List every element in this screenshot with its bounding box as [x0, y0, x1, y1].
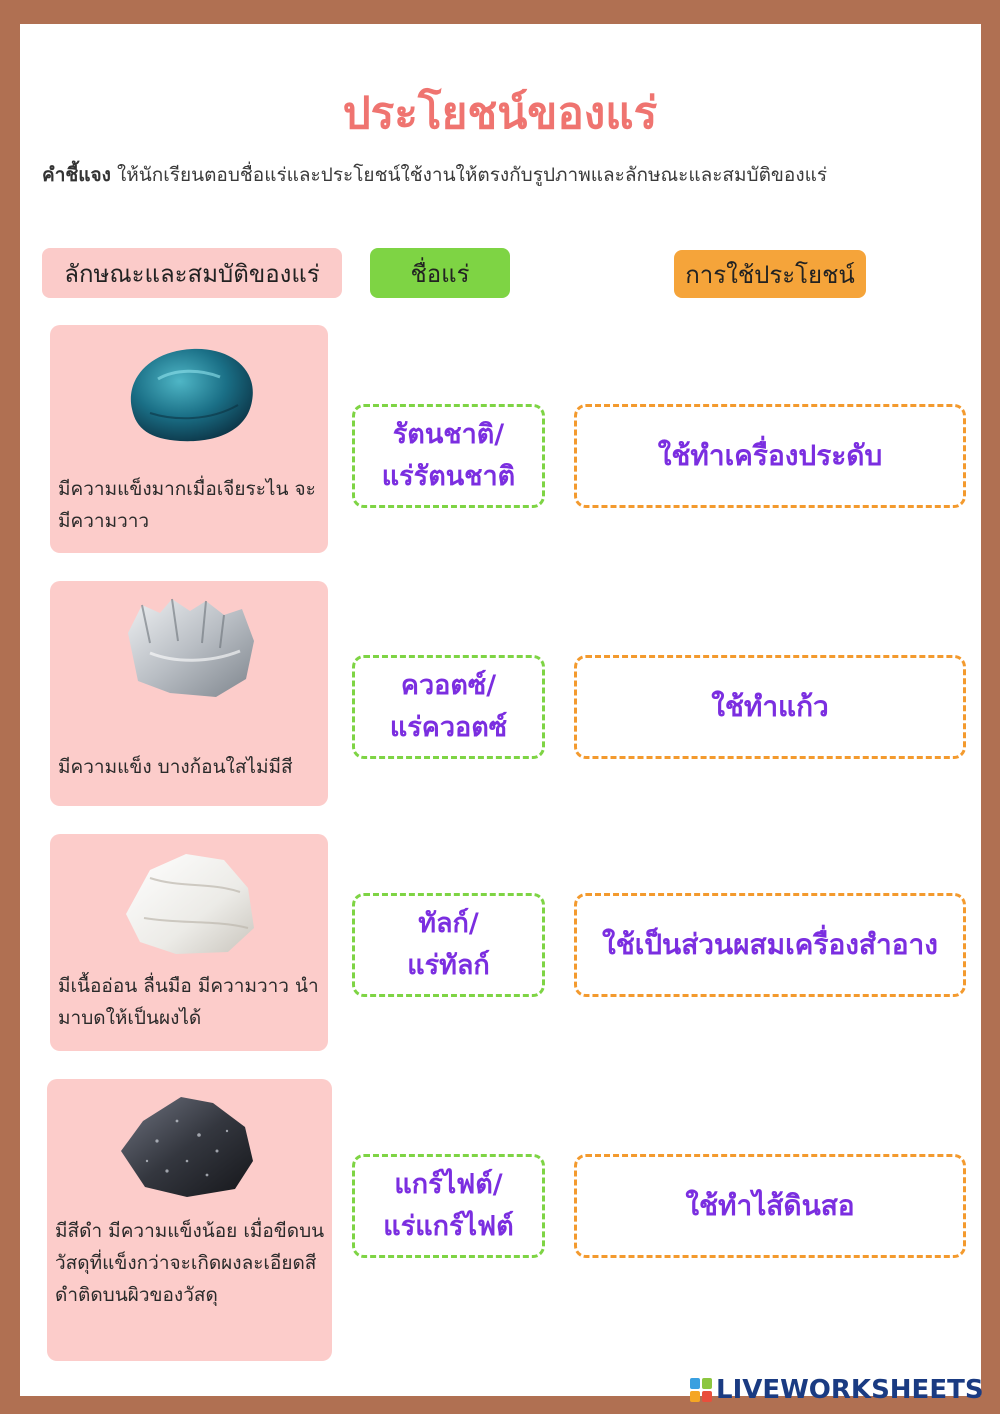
property-description: มีเนื้ออ่อน ลื่นมือ มีความวาว นำมาบดให้เป็นผงได้ [58, 975, 319, 1029]
property-card-1 [50, 325, 328, 553]
property-card-2 [50, 581, 328, 806]
mineral-name-line1: แกร์ไฟต์/ [394, 1169, 503, 1200]
mineral-name-line2: แร่รัตนชาติ [381, 461, 516, 492]
mineral-name-answer-4[interactable] [352, 1154, 545, 1258]
property-card-4 [47, 1079, 332, 1361]
property-description: มีสีดำ มีความแข็งน้อย เมื่อขีดบนวัสดุที่แข็งกว่าจะเกิดผงละเอียดสีดำติดบนผิวของวัสดุ [55, 1220, 325, 1306]
mineral-name-line2: แร่แกร์ไฟต์ [383, 1211, 514, 1242]
usage-answer-3[interactable]: ใช้เป็นส่วนผสมเครื่องสำอาง [574, 893, 966, 997]
brand-text: LIVEWORKSHEETS [716, 1375, 984, 1405]
blue-gemstone-icon [120, 339, 260, 449]
usage-answer-2[interactable]: ใช้ทำแก้ว [574, 655, 966, 759]
mineral-name-line1: ทัลก์/ [418, 908, 479, 939]
mineral-name-line1: รัตนชาติ/ [392, 419, 505, 450]
usage-answer-4[interactable]: ใช้ทำไส้ดินสอ [574, 1154, 966, 1258]
usage-answer-1[interactable]: ใช้ทำเครื่องประดับ [574, 404, 966, 508]
property-description: มีความแข็งมากเมื่อเจียระไน จะมีความวาว [58, 478, 316, 532]
header-usage: การใช้ประโยชน์ [674, 250, 866, 298]
black-graphite-icon [117, 1091, 257, 1201]
mineral-name-answer-1[interactable] [352, 404, 545, 508]
logo-mark-icon [690, 1378, 712, 1402]
liveworksheets-logo [690, 1374, 984, 1406]
instruction-label: คำชี้แจง [42, 164, 111, 186]
instruction-body: ให้นักเรียนตอบชื่อแร่และประโยชน์ใช้งานให้ตรงกับรูปภาพและลักษณะและสมบัติของแร่ [110, 164, 828, 186]
mineral-name-answer-3[interactable] [352, 893, 545, 997]
property-description: มีความแข็ง บางก้อนใสไม่มีสี [58, 756, 293, 778]
mineral-name-answer-2[interactable] [352, 655, 545, 759]
mineral-name-line2: แร่ทัลก์ [407, 950, 490, 981]
mineral-name-line1: ควอตซ์/ [400, 670, 497, 701]
header-properties: ลักษณะและสมบัติของแร่ [42, 248, 342, 298]
property-card-3 [50, 834, 328, 1051]
instruction-text [42, 160, 942, 190]
header-mineral-name: ชื่อแร่ [370, 248, 510, 298]
white-talc-icon [120, 848, 260, 958]
quartz-crystal-icon [120, 593, 260, 703]
page-title: ประโยชน์ของแร่ [342, 88, 658, 139]
mineral-name-line2: แร่ควอตซ์ [389, 712, 508, 743]
